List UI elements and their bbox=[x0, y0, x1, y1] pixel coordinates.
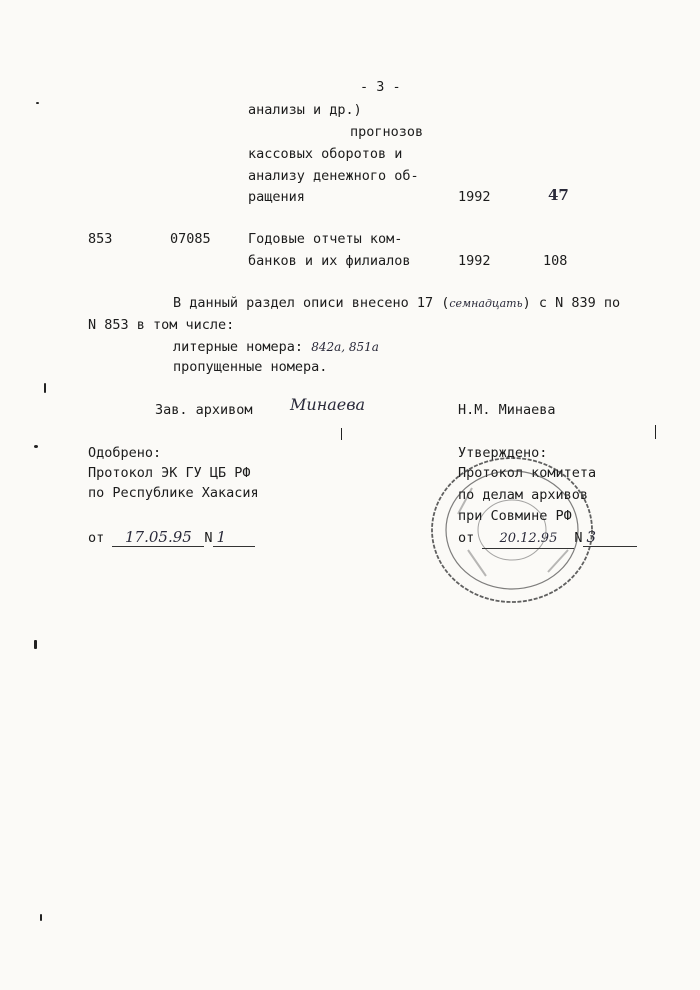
confirmed-line-1: Протокол комитета bbox=[458, 465, 597, 481]
skipped-numbers-label: пропущенные номера. bbox=[173, 359, 328, 375]
entry-2-index: 07085 bbox=[170, 231, 211, 247]
scan-speck bbox=[44, 383, 46, 393]
approved-line-2: по Республике Хакасия bbox=[88, 485, 259, 501]
literal-numbers-values: 842а, 851а bbox=[311, 340, 379, 354]
entry-1-line-1: анализы и др.) bbox=[248, 102, 362, 118]
entry-2-year: 1992 bbox=[458, 253, 491, 269]
entry-1-line-2: прогнозов bbox=[350, 124, 424, 140]
summary-prefix: В данный раздел описи внесено 17 ( bbox=[173, 295, 450, 311]
confirmed-heading: Утверждено: bbox=[458, 445, 548, 461]
confirmed-number-label: N bbox=[574, 530, 583, 546]
approved-date: 17.05.95 bbox=[112, 528, 204, 547]
entry-1-line-3: кассовых оборотов и bbox=[248, 146, 403, 162]
scan-speck bbox=[40, 914, 42, 921]
summary-line-2: N 853 в том числе: bbox=[88, 317, 235, 333]
approved-heading: Одобрено: bbox=[88, 445, 162, 461]
scan-mark bbox=[655, 425, 656, 439]
entry-2-pages: 108 bbox=[543, 253, 568, 269]
confirmed-number: 3 bbox=[583, 528, 637, 547]
entry-1-line-4: анализу денежного об- bbox=[248, 168, 419, 184]
scan-mark bbox=[341, 428, 342, 440]
confirmed-from-label: от bbox=[458, 530, 475, 546]
scan-speck bbox=[34, 445, 38, 448]
approved-line-1: Протокол ЭК ГУ ЦБ РФ bbox=[88, 465, 251, 481]
entry-2-line-2: банков и их филиалов bbox=[248, 253, 411, 269]
entry-2-line-1: Годовые отчеты ком- bbox=[248, 231, 403, 247]
entry-1-year: 1992 bbox=[458, 189, 491, 205]
approved-number-label: N bbox=[204, 530, 213, 546]
approved-from-label: от bbox=[88, 530, 105, 546]
handwritten-signature: Минаева bbox=[290, 395, 366, 414]
approved-number: 1 bbox=[213, 528, 255, 547]
literal-numbers-line bbox=[173, 338, 379, 356]
entry-1-line-5: ращения bbox=[248, 189, 305, 205]
confirmed-line-2: по делам архивов bbox=[458, 487, 589, 503]
literal-numbers-label: литерные номера: bbox=[173, 339, 304, 355]
summary-line-1 bbox=[173, 294, 620, 313]
approved-date-line bbox=[88, 528, 255, 547]
entry-1-pages: 47 bbox=[548, 186, 569, 204]
scan-speck bbox=[36, 102, 39, 104]
summary-count-words: семнадцать bbox=[449, 297, 523, 310]
entry-2-number: 853 bbox=[88, 231, 113, 247]
scan-speck bbox=[34, 640, 37, 649]
round-seal bbox=[428, 454, 596, 606]
signature-name: Н.М. Минаева bbox=[458, 402, 556, 418]
signature-title: Зав. архивом bbox=[155, 402, 253, 418]
confirmed-line-3: при Совмине РФ bbox=[458, 508, 572, 524]
confirmed-date: 20.12.95 bbox=[482, 530, 574, 549]
summary-suffix: ) с N 839 по bbox=[522, 295, 621, 311]
page-number: - 3 - bbox=[360, 79, 401, 95]
